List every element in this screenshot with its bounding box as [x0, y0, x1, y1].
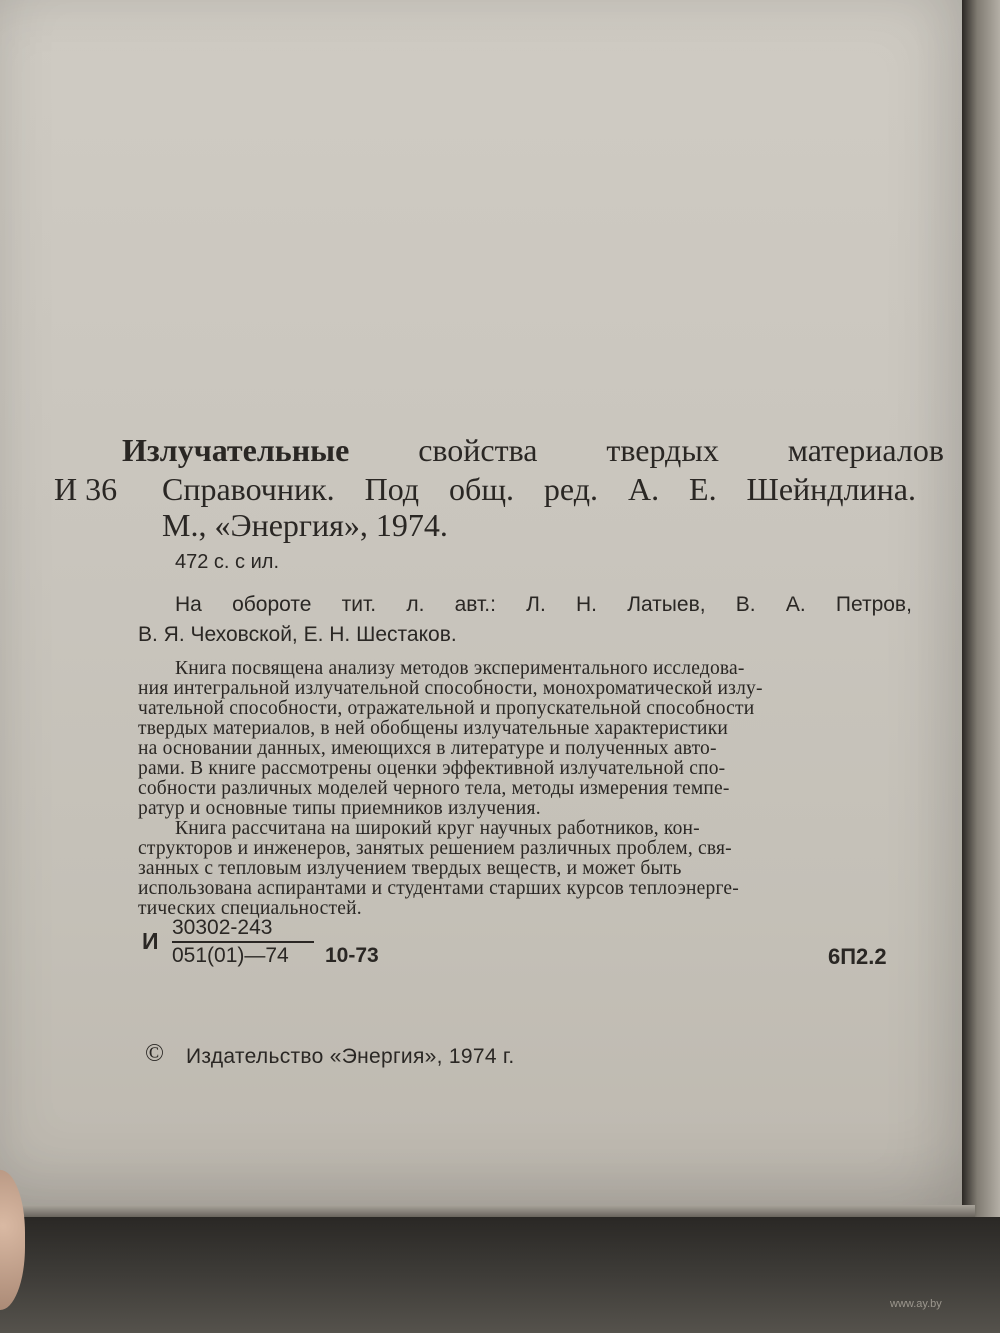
subtitle-word: общ.	[449, 471, 514, 507]
page-bottom-edge	[0, 1205, 975, 1217]
facing-page-edge	[962, 0, 1000, 1225]
title-word: твердых	[606, 432, 719, 468]
subtitle-line	[162, 471, 916, 508]
abstract-line: ния интегральной излучательной способности, монохроматической излу-	[138, 678, 763, 699]
abstract-line: ратур и основные типы приемников излучения.	[138, 798, 541, 819]
abstract-line: чательной способности, отражательной и пропускательной способности	[138, 698, 755, 719]
authors-line-1: На обороте тит. л. авт.: Л. Н. Латыев, В. А. Петров,	[175, 593, 912, 616]
abstract-line: Книга посвящена анализу методов экспериментального исследова-	[175, 658, 745, 679]
abstract-line: рами. В книге рассмотрены оценки эффективной излучательной спо-	[138, 758, 726, 779]
subtitle-word: ред.	[543, 471, 598, 507]
abstract-line: Книга рассчитана на широкий круг научных работников, кон-	[175, 818, 700, 839]
abstract-line: структоров и инженеров, занятых решением различных проблем, свя-	[138, 838, 732, 859]
index-denominator: 051(01)—74	[172, 944, 289, 967]
subtitle-word: Справочник.	[162, 471, 335, 507]
title-word: материалов	[787, 432, 944, 468]
subtitle-word: Под	[364, 471, 420, 507]
title-word: свойства	[418, 432, 538, 468]
book-cover	[0, 1217, 1000, 1333]
title-line	[122, 432, 944, 469]
subtitle-word: Е.	[689, 471, 717, 507]
abstract-line: занных с тепловым излучением твердых веществ, и может быть	[138, 858, 682, 879]
index-code-1073: 10-73	[325, 944, 379, 967]
bbk-code: 6П2.2	[828, 944, 887, 969]
index-numerator: 30302-243	[172, 916, 273, 939]
publisher-line: М., «Энергия», 1974.	[162, 507, 448, 543]
abstract-line: твердых материалов, в ней обобщены излучательные характеристики	[138, 718, 729, 739]
title-bold-word: Излучательные	[122, 432, 350, 468]
subtitle-word: А.	[627, 471, 660, 507]
copyright-text: Издательство «Энергия», 1974 г.	[186, 1045, 515, 1068]
abstract-line: тических специальностей.	[138, 898, 362, 919]
abstract-line: на основании данных, имеющихся в литературе и полученных авто-	[138, 738, 717, 759]
fraction-line	[172, 941, 314, 943]
page-count: 472 с. с ил.	[175, 551, 279, 573]
abstract-line: использована аспирантами и студентами старших курсов теплоэнерге-	[138, 878, 739, 899]
subtitle-word: Шейндлина.	[746, 471, 916, 507]
authors-line-2: В. Я. Чеховской, Е. Н. Шестаков.	[138, 623, 457, 646]
index-code: И 36	[54, 471, 118, 507]
index-letter: И	[142, 928, 159, 954]
watermark: www.ay.by	[890, 1298, 942, 1310]
copyright-icon: ©	[145, 1040, 164, 1067]
abstract-line: собности различных моделей черного тела, методы измерения темпе-	[138, 778, 730, 799]
